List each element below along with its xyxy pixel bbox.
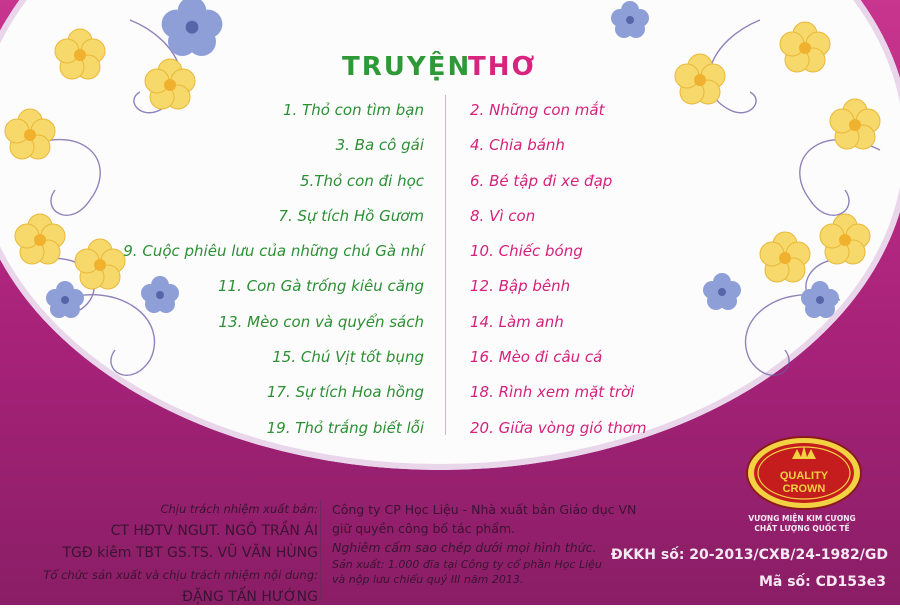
list-item: 19. Thỏ trắng biết lỗi bbox=[266, 418, 424, 437]
organizer-name: ĐẶNG TẤN HƯỚNG bbox=[182, 589, 318, 605]
product-code: Mã số: CD153e3 bbox=[758, 574, 886, 590]
list-item: 8. Vì con bbox=[470, 206, 536, 225]
list-item: 6. Bé tập đi xe đạp bbox=[470, 171, 613, 190]
responsible-label: Chịu trách nhiệm xuất bản: bbox=[160, 502, 318, 516]
director-name: TGĐ kiêm TBT GS.TS. VŨ VĂN HÙNG bbox=[62, 545, 318, 561]
list-item: 3. Ba cô gái bbox=[335, 136, 424, 155]
list-item: 13. Mèo con và quyển sách bbox=[218, 312, 424, 331]
chairman-name: CT HĐTV NGUT. NGÔ TRẦN ÁI bbox=[110, 523, 318, 539]
list-item: 7. Sự tích Hồ Gươm bbox=[278, 206, 424, 225]
column-divider bbox=[445, 95, 446, 435]
production-line: Sản xuất: 1.000 đĩa tại Công ty cổ phần Học Liệu bbox=[332, 558, 602, 571]
list-item: 11. Con Gà trống kiêu căng bbox=[218, 277, 424, 296]
list-item: 12. Bập bênh bbox=[470, 277, 571, 296]
badge-text-quality: QUALITY bbox=[779, 470, 829, 482]
organizer-label: Tổ chức sản xuất và chịu trách nhiệm nội dung: bbox=[43, 568, 318, 582]
list-item: 9. Cuộc phiêu lưu của những chú Gà nhí bbox=[123, 242, 424, 261]
production-line: và nộp lưu chiểu quý III năm 2013. bbox=[332, 573, 524, 586]
list-item: 10. Chiếc bóng bbox=[470, 242, 583, 261]
badge-caption bbox=[722, 514, 882, 534]
list-item: 20. Giữa vòng gió thơm bbox=[470, 418, 647, 437]
poems-heading: THƠ bbox=[468, 52, 537, 82]
list-item: 5.Thỏ con đi học bbox=[299, 171, 424, 190]
list-item: 1. Thỏ con tìm bạn bbox=[282, 101, 424, 119]
registration-number: ĐKKH số: 20-2013/CXB/24-1982/GD bbox=[610, 547, 888, 563]
stories-heading: TRUYỆN bbox=[342, 52, 472, 82]
list-item: 17. Sự tích Hoa hồng bbox=[266, 383, 424, 402]
list-item: 15. Chú Vịt tốt bụng bbox=[272, 348, 424, 367]
badge-caption-line1: VƯƠNG MIỆN KIM CƯƠNG bbox=[748, 514, 856, 523]
publisher-line: Công ty CP Học Liệu - Nhà xuất bản Giáo dục VN bbox=[332, 502, 637, 517]
publisher-block bbox=[332, 500, 636, 587]
publisher-line: giữ quyền công bố tác phẩm. bbox=[332, 521, 516, 536]
list-item: 4. Chia bánh bbox=[470, 136, 565, 155]
list-item: 14. Làm anh bbox=[470, 312, 564, 331]
stories-list bbox=[123, 98, 424, 451]
list-item: 18. Rình xem mặt trời bbox=[470, 383, 635, 402]
badge-caption-line2: CHẤT LƯỢNG QUỐC TẾ bbox=[754, 524, 850, 533]
quality-crown-badge bbox=[745, 435, 863, 511]
badge-text-crown: CROWN bbox=[782, 483, 826, 495]
credits-block bbox=[43, 498, 318, 608]
footer-separator bbox=[320, 500, 321, 600]
list-item: 2. Những con mắt bbox=[470, 101, 605, 119]
list-item: 16. Mèo đi câu cá bbox=[470, 348, 603, 367]
poems-list bbox=[470, 98, 647, 451]
copyright-notice: Nghiêm cấm sao chép dưới mọi hình thức. bbox=[332, 540, 597, 555]
